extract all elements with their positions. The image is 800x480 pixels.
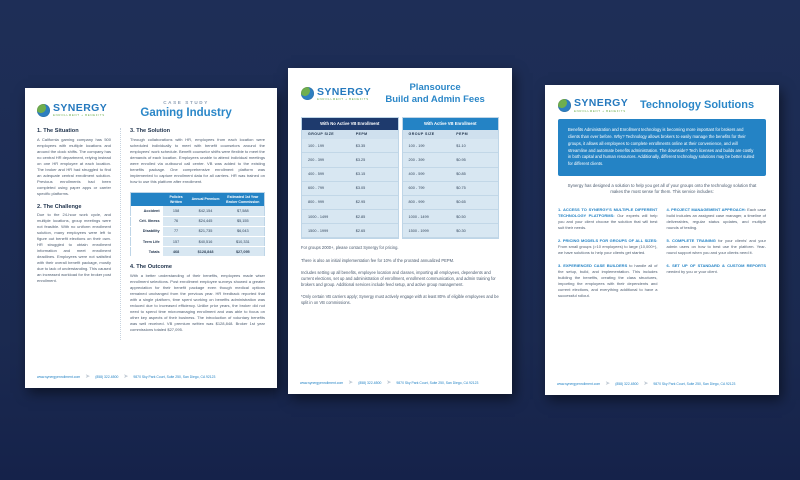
service-item-lead: 3. EXPERIENCED CASE BUILDERS [558,262,628,268]
logo-tagline: ENROLLMENT + BENEFITS [53,113,105,118]
pepm: $0.30 [456,228,466,233]
pepm: $2.65 [355,228,366,233]
group-size: 1000 - 1499 [308,214,329,219]
address: 9870 Sky Park Court, Suite 250, San Diego, CA 92123 [133,375,216,379]
service-item-body: From small groups (>10 employees) to large (10,000+), we have solutions to help your clients get started. [558,243,658,255]
arrow-icon: ➤ [123,374,129,380]
logo-wordmark [574,98,628,112]
fee-table-active-vb-header: With Active VB Enrollment [403,118,499,130]
fee-row [302,224,398,238]
group-size: 1500 - 1999 [308,228,329,233]
group-size: 600 - 799 [308,186,325,191]
fee-tables [301,117,499,240]
row-label: Crit. Illness [131,216,163,226]
outcome-heading: 4. The Outcome [130,264,172,271]
pepm: $3.25 [355,157,366,162]
solution-body: Through collaborations with HR, employees from each location were scheduled individually to meet with benefit counselors around the employees' work schedule. Benefit counselor shifts were flexible to meet the demands of each location. Employees unable to attend individual meetings were enrolled via outbound call center. VB was added to the existing benefits package. One comprehensive enrollment platform was implemented to capture enrollment data for all carriers. HR was trained on how to use this platform after enrollment. [130,136,265,184]
table-row-accident [131,206,265,216]
cell-policies: 76 [163,216,190,226]
group-size: 800 - 999 [408,200,425,205]
situation-heading: 1. The Situation [37,128,79,135]
pepm: $2.85 [355,214,366,219]
group-size: 200 - 399 [408,157,425,162]
service-item-2 [558,238,658,256]
fee-table-no-vb [301,117,399,240]
globe-icon [558,99,571,112]
note-includes: Includes setting up all benefits, employee location and classes, importing all employees, dependents and current elections, set up and administration of enrollment, enrollment communication, and admin training for brokers and group. Additional services include feed setup, and active group management. [301,269,496,287]
technology-intro-box: Benefits Administration and Enrollment technology is becoming more important for brokers and clients than ever before. Why? Technology allows brokers to easily manage the benefits for their groups, it allows all employees to complete enrollments online at their convenience, and will streamline and automate benefits administration. The downside? Tech licenses and builds are costly in both capital and human resources. Additionally, different technology solutions may be better suited for different clients. [558,119,766,175]
service-item-5 [667,238,767,256]
service-item-lead: 1. ACCESS TO SYNERGY'S MULTIPLE DIFFERENT TECHNOLOGY PLATFORMS: [558,206,658,218]
logo-tagline: ENROLLMENT + BENEFITS [317,97,369,102]
cell-premium: $21,735 [189,226,221,236]
pepm: $0.95 [456,157,466,162]
table-row-term-life [131,237,265,247]
cell-premium: $128,848 [189,247,221,257]
phone-number: (858) 322-6500 [358,381,382,385]
fee-row [403,210,499,224]
pepm: $0.50 [456,214,466,219]
pepm: $3.35 [355,143,366,148]
case-study-title: Gaming Industry [140,107,232,119]
cell-premium: $40,516 [189,237,221,247]
fee-row [302,196,398,210]
logo-name: SYNERGY [574,97,629,109]
pepm: $3.15 [355,172,366,177]
solution-heading: 3. The Solution [130,128,171,135]
address: 9870 Sky Park Court, Suite 250, San Diego, CA 92123 [653,382,736,386]
technology-left-column [558,203,658,306]
row-label: Term Life [131,237,163,247]
case-study-left-column [37,128,111,340]
service-item-lead: 5. COMPLETE TRAINING [666,237,716,243]
fee-row [302,210,398,224]
cell-commission: $7,588 [222,206,265,216]
technology-header [558,98,766,112]
cell-commission: $5,155 [222,216,265,226]
fee-table-subheader [403,130,499,140]
pepm: $3.05 [355,186,366,191]
pepm: $2.95 [355,200,366,205]
fine-print: *Only certain VB carriers apply; Synergy must actively engage with at least 80% of eligible employees and be split in on VB commissions. [301,294,499,306]
fees-title-line1: Plansource [409,82,461,93]
logo-name: SYNERGY [317,85,372,98]
fees-header [301,82,499,106]
cell-commission: $10,331 [222,237,265,247]
fee-row [403,182,499,196]
arrow-icon: ➤ [605,381,611,387]
address: 9870 Sky Park Court, Suite 250, San Diego, CA 92123 [396,381,479,385]
table-row-disability [131,226,265,236]
table-row-totals [131,247,265,257]
fees-title [371,82,499,106]
phone-number: (858) 322-6500 [95,375,119,379]
service-item-4 [667,207,767,231]
case-study-title-block [107,100,265,120]
fees-title-line2: Build and Admin Fees [385,93,485,105]
service-item-body: for your clients' and your admin users on how to best use the platform. Year-round support when you and your clients need it. [666,237,766,255]
fee-row [302,153,398,167]
fee-table-active-vb [402,117,500,240]
group-size: 100 - 199 [308,143,325,148]
technology-right-column [667,203,767,306]
service-item-body: Each case build includes an assigned case manager, a timeline of deliverables, regular status updates, and multiple rounds of testing. [666,206,766,230]
fee-row [302,139,398,153]
arrow-icon: ➤ [643,381,649,387]
table-row-crit-illness [131,216,265,226]
row-label: Disability [131,226,163,236]
website-link: www.synergyenrollment.com [37,375,81,379]
pepm: $0.85 [456,172,466,177]
arrow-icon: ➤ [85,374,91,380]
col-group-size: GROUP SIZE [308,132,335,137]
outcome-body: With a better understanding of their benefits, employees made wiser enrollment selections. Post enrollment employee surveys showed a greater appreciation for their benefit package even though medical options remained unchanged from the previous year. HR feedback reported that with a single platform, time spent working on benefits administration was reduced due to increased efficiency. Unlike prior years, the broker did not need to spend time micromanaging enrollment and was able to focus on other key aspects of their business. The introduction of voluntary benefits was well received. VB premium written was $128,848. Broker 1st year commissions totaled $27,095. [130,272,265,332]
col-pepm: PEPM [456,132,469,137]
service-item-lead: 6. SET UP OF STANDARD & CUSTOM REPORTS [666,262,766,268]
synergy-logo [558,98,628,112]
service-item-6 [667,263,767,275]
fee-table-no-vb-header: With No Active VB Enrollment [302,118,398,130]
arrow-icon: ➤ [386,380,392,386]
row-label: Accident [131,206,163,216]
technology-lead-in: Synergy has designed a solution to help you get all of your groups onto the technology solution that makes the most sense for them. This service includes: [567,182,757,195]
cell-premium: $24,445 [189,216,221,226]
logo-tagline: ENROLLMENT + BENEFITS [574,108,626,113]
group-size: 200 - 399 [308,157,325,162]
fee-row [302,182,398,196]
col-pepm: PEPM [355,132,368,137]
situation-body: A California gaming company has 500 employees with multiple locations and around the clock shifts. The company has no central HR department, relying instead on one HR employee at each location. The broker and HR had struggled to find an adequate central enrollment solution. Previous enrollments had been completed using paper apps or carrier specific platforms. [37,136,111,196]
service-item-1 [558,207,658,231]
service-item-body: needed by you or your client. [666,268,718,274]
cell-policies: 158 [163,206,190,216]
fee-row [403,153,499,167]
cell-policies: 157 [163,237,190,247]
pepm: $1.10 [456,143,466,148]
logo-wordmark [53,103,107,117]
fee-row [403,224,499,238]
service-item-lead: 4. PROJECT MANAGEMENT APPROACH: [666,206,746,212]
group-size: 400 - 599 [308,172,325,177]
case-study-eyebrow: CASE STUDY [163,100,209,105]
fee-row [403,196,499,210]
group-size: 400 - 599 [408,172,425,177]
results-col-commission: Estimated 1st Year Broker Commission [222,192,265,206]
fee-table-subheader [302,130,398,140]
service-item-body: to handle all of the setup, build, and implementation. This includes building the benefits, creating the class structures, importing the employees with their dependents and current elections, and everything additional to have a successful rollout. [558,262,658,298]
fee-row [403,139,499,153]
website-link: www.synergyenrollment.com [557,382,601,386]
cell-policies: 468 [163,247,190,257]
case-study-columns [37,128,265,340]
synergy-logo [301,87,371,101]
synergy-logo [37,103,107,117]
group-size: 600 - 799 [408,186,425,191]
logo-name: SYNERGY [53,101,108,114]
results-col-premium: Annual Premium [189,192,221,206]
case-study-header [37,100,265,120]
globe-icon [37,104,50,117]
cell-commission: $27,095 [222,247,265,257]
website-link: www.synergyenrollment.com [300,381,344,385]
service-item-body: Our experts will help you and your client choose the solution that will best suit their needs. [558,212,658,230]
fee-row [302,168,398,182]
challenge-heading: 2. The Challenge [37,203,82,210]
technology-title: Technology Solutions [640,99,755,112]
fee-row [403,168,499,182]
case-study-right-column [120,128,265,340]
logo-wordmark [317,87,371,101]
group-size: 100 - 199 [408,143,425,148]
fees-page [288,68,512,394]
group-size: 800 - 999 [308,200,325,205]
group-size: 1000 - 1499 [408,214,429,219]
cell-commission: $6,043 [222,226,265,236]
page-footer [37,374,265,380]
case-study-page [25,88,277,388]
note-contact: For groups 2000+, please contact Synergy for pricing. [301,245,399,251]
col-group-size: GROUP SIZE [408,132,435,137]
results-table [130,192,265,258]
fees-notes [301,245,499,306]
pepm: $0.65 [456,200,466,205]
results-table-header-row [131,192,265,206]
note-implementation-fee: There is also an initial implementation fee for 10% of the prorated annualized PEPM. [301,257,455,263]
page-footer [557,381,767,387]
results-col-policies: Policies Written [163,192,190,206]
results-table-corner-cell [131,192,163,206]
arrow-icon: ➤ [348,380,354,386]
globe-icon [301,87,314,100]
challenge-body: Due to the 24-hour work cycle, and multiple locations, group meetings were not feasible. With no uniform enrollment solution, many employees were left to figure out benefit elections on their own. HR struggled to obtain enrollment information and meet enrollment deadlines. Employees were not satisfied with their overall benefit package, mostly due to lack of understanding. This caused an increased workload for the broker post enrollment. [37,212,111,284]
technology-page [545,85,779,395]
cell-premium: $42,154 [189,206,221,216]
technology-columns [558,203,766,306]
service-item-3 [558,263,658,299]
row-label: Totals [131,247,163,257]
phone-number: (858) 322-6500 [615,382,639,386]
cell-policies: 77 [163,226,190,236]
pepm: $0.75 [456,186,466,191]
service-item-lead: 2. PRICING MODELS FOR GROUPS OF ALL SIZES: [558,237,658,243]
group-size: 1500 - 1999 [408,228,429,233]
page-footer [300,380,500,386]
